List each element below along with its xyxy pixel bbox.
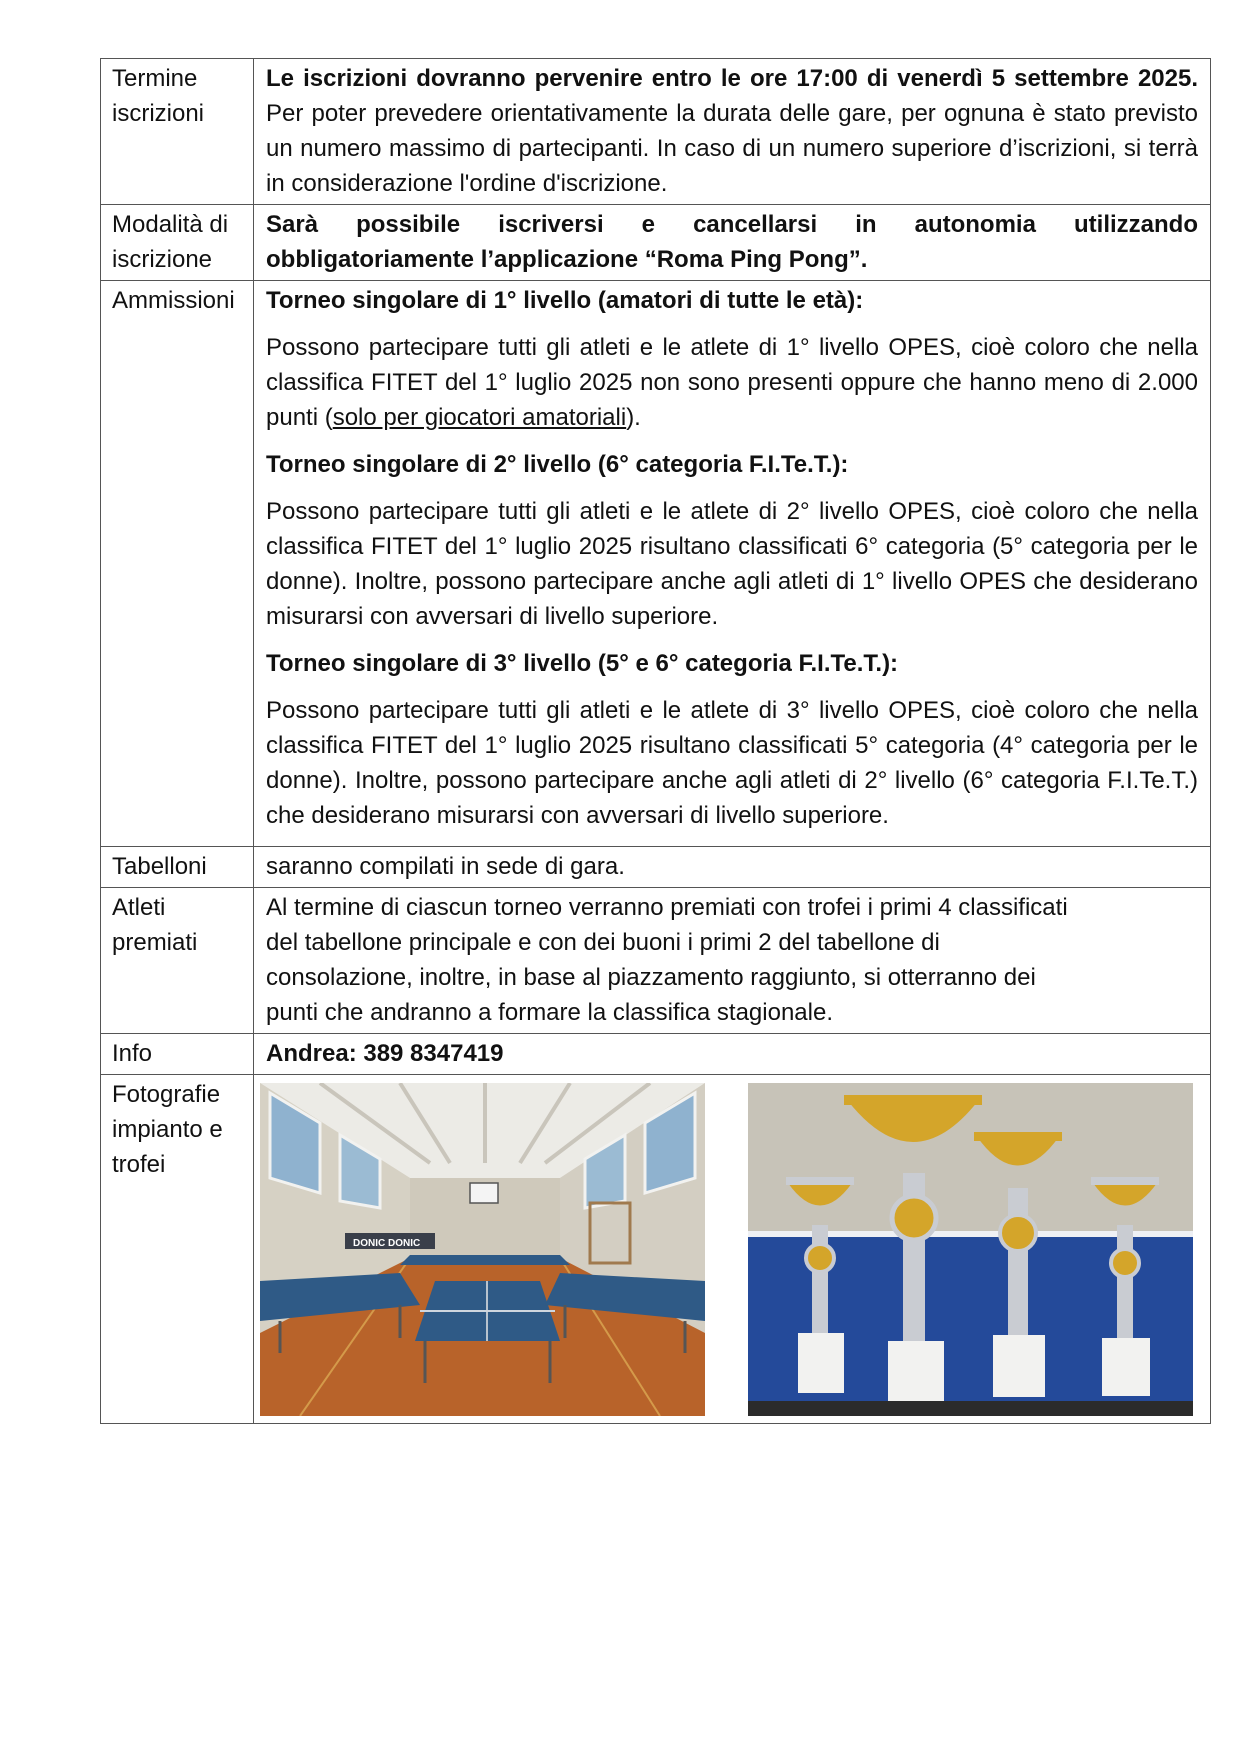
content-tabelloni: saranno compilati in sede di gara. [254, 847, 1211, 888]
label-termine: Termine iscrizioni [101, 59, 254, 205]
label-tabelloni: Tabelloni [101, 847, 254, 888]
torneo-1-underline: solo per giocatori amatoriali [332, 404, 627, 431]
content-info: Andrea: 389 8347419 [254, 1034, 1211, 1075]
atleti-line-1: Al termine di ciascun torneo verranno premiati con trofei i primi 4 classificati [266, 894, 1068, 921]
row-modalita [101, 205, 1211, 281]
torneo-3-text: Possono partecipare tutti gli atleti e le atlete di 3° livello OPES, cioè coloro che nella classifica FITET del 1° luglio 2025 risultano classificati 5° categoria (4° categoria per le donne). Inoltre, possono partecipare anche agli atleti di 2° livello (6° categoria F.I.Te.T.) che desiderano misurarsi con avversari di livello superiore. [266, 697, 1198, 829]
modalita-line-2: obbligatoriamente l’applicazione “Roma Ping Pong”. [266, 246, 868, 273]
label-modalita: Modalità di iscrizione [101, 205, 254, 281]
content-fotografie [254, 1075, 1211, 1424]
termine-deadline: Le iscrizioni dovranno pervenire entro le ore 17:00 di venerdì 5 settembre 2025. [266, 65, 1198, 92]
torneo-1-text: Possono partecipare tutti gli atleti e le atlete di 1° livello OPES, cioè coloro che nella classifica FITET del 1° luglio 2025 non sono presenti oppure che hanno meno di 2.000 punti (solo per giocatori amatoriali). [266, 334, 1198, 431]
content-termine [254, 59, 1211, 205]
content-ammissioni [254, 281, 1211, 847]
atleti-line-4: punti che andranno a formare la classifica stagionale. [266, 999, 833, 1026]
row-termine [101, 59, 1211, 205]
content-atleti [254, 888, 1211, 1034]
info-table [100, 58, 1211, 1424]
row-tabelloni [101, 847, 1211, 888]
torneo-2-text: Possono partecipare tutti gli atleti e le atlete di 2° livello OPES, cioè coloro che nella classifica FITET del 1° luglio 2025 risultano classificati 6° categoria (5° categoria per le donne). Inoltre, possono partecipare anche agli atleti di 1° livello OPES che desiderano misurarsi con avversari di livello superiore. [266, 498, 1198, 630]
row-ammissioni [101, 281, 1211, 847]
label-fotografie: Fotografie impianto e trofei [101, 1075, 254, 1424]
atleti-line-2: del tabellone principale e con dei buoni i primi 2 del tabellone di [266, 929, 940, 956]
row-fotografie [101, 1075, 1211, 1424]
row-info [101, 1034, 1211, 1075]
gym-photo-illustration [260, 1083, 705, 1416]
torneo-3-title: Torneo singolare di 3° livello (5° e 6° categoria F.I.Te.T.): [266, 650, 899, 677]
label-info: Info [101, 1034, 254, 1075]
trophies-photo [748, 1083, 1193, 1416]
modalita-line-1: Sarà possibile iscriversi e cancellarsi in autonomia utilizzando [266, 211, 1198, 238]
row-atleti [101, 888, 1211, 1034]
atleti-line-3: consolazione, inoltre, in base al piazzamento raggiunto, si otterranno dei [266, 964, 1036, 991]
termine-details: Per poter prevedere orientativamente la durata delle gare, per ognuna è stato previsto un numero massimo di partecipanti. In caso di un numero superiore d’iscrizioni, si terrà in considerazione l'ordine d'iscrizione. [266, 100, 1198, 197]
torneo-2-title: Torneo singolare di 2° livello (6° categoria F.I.Te.T.): [266, 451, 849, 478]
content-modalita [254, 205, 1211, 281]
gym-barrier-brand: DONIC DONIC [353, 1238, 421, 1249]
photo-gallery [266, 1077, 1198, 1420]
gym-photo [260, 1083, 705, 1416]
label-ammissioni: Ammissioni [101, 281, 254, 847]
label-atleti: Atleti premiati [101, 888, 254, 1034]
trophies-photo-illustration [748, 1083, 1193, 1416]
torneo-1-title: Torneo singolare di 1° livello (amatori di tutte le età): [266, 287, 864, 314]
